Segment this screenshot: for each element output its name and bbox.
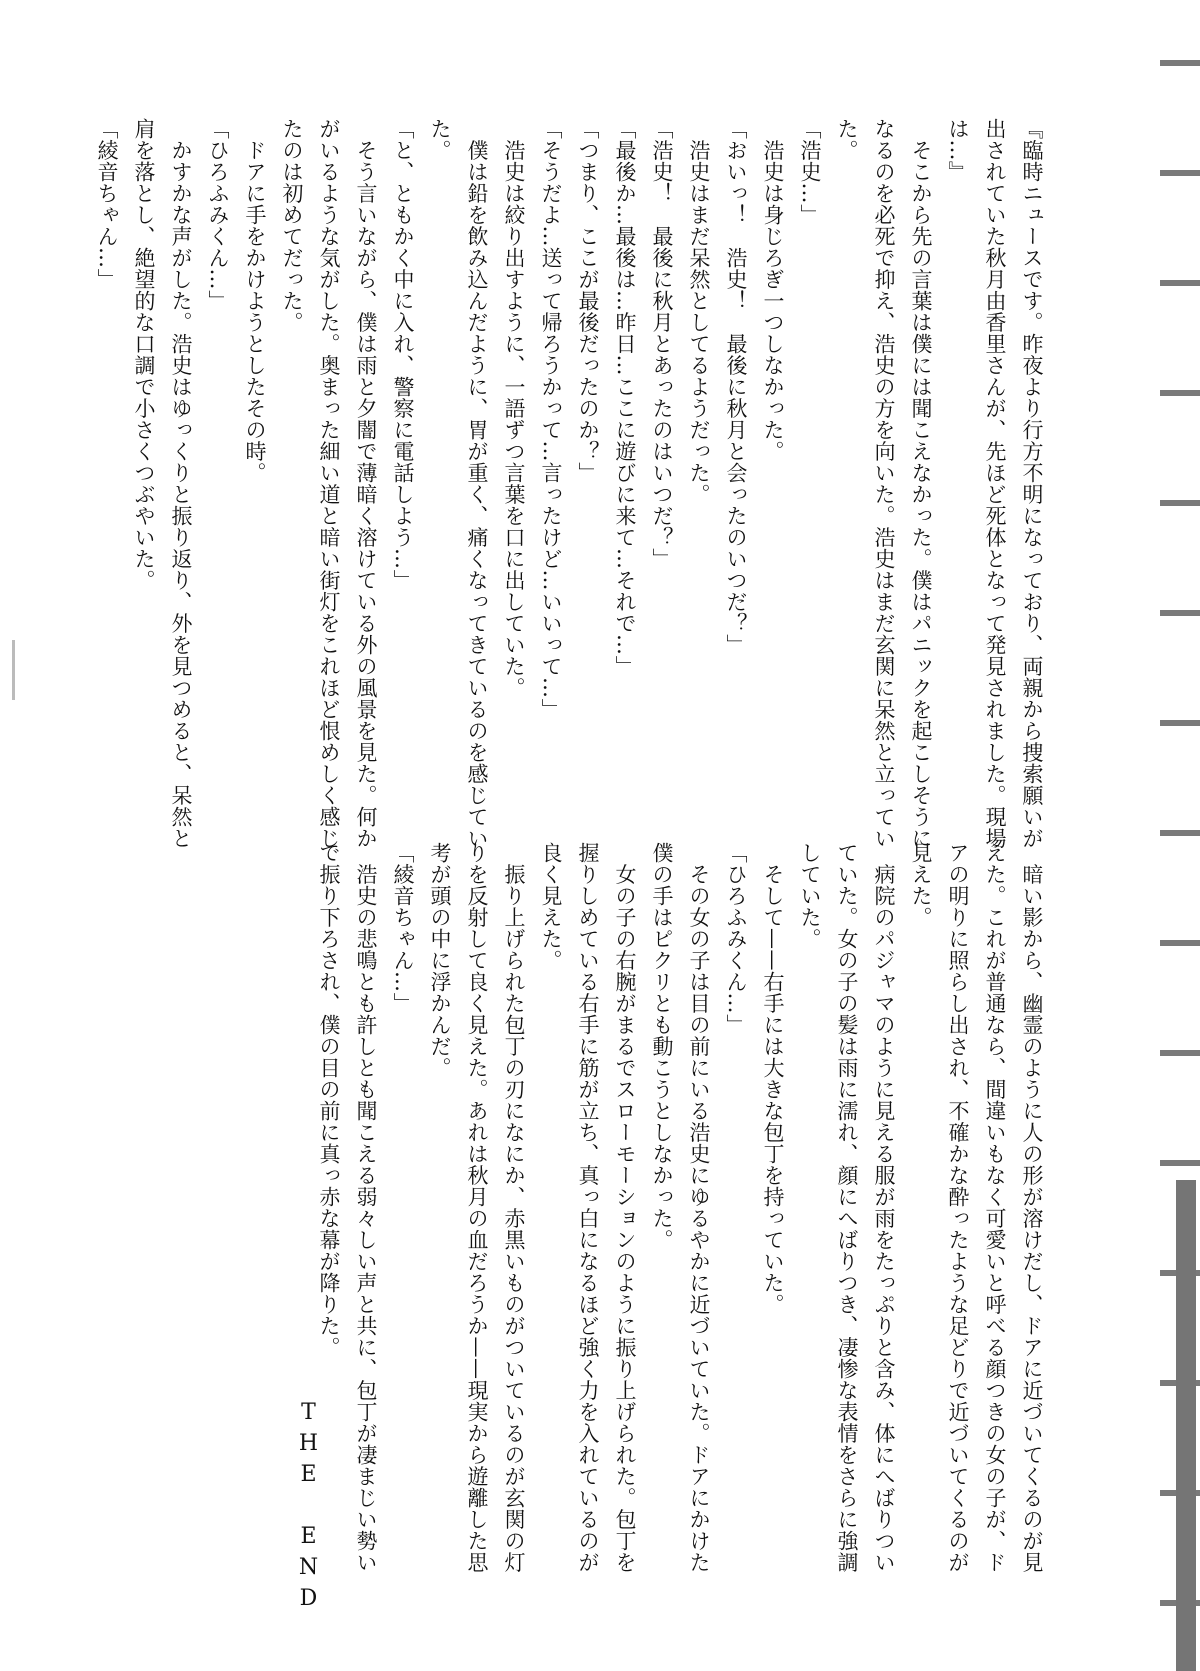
text-line: た。: [428, 118, 452, 161]
text-line: ていた。女の子の髪は雨に濡れ、顔にへばりつき、凄惨な表情をさらに強調: [835, 842, 859, 1573]
text-line: 浩史の悲鳴とも許しとも聞こえる弱々しい声と共に、包丁が凄まじい勢い: [354, 842, 378, 1573]
text-line: なるのを必死で抑え、浩史の方を向いた。浩史はまだ玄関に呆然と立ってい: [872, 118, 896, 849]
text-line: りを反射して良く見えた。あれは秋月の血だろうか——現実から遊離した思: [465, 842, 489, 1573]
text-line: 「そうだよ…送って帰ろうかって…言ったけど…いいって…」: [539, 118, 563, 720]
text-line: 出されていた秋月由香里さんが、先ほど死体となって発見されました。現場: [983, 118, 1007, 849]
text-line: たのは初めてだった。: [280, 118, 304, 333]
text-line: 「と、ともかく中に入れ、警察に電話しよう…」: [391, 118, 415, 591]
text-line: 僕は鉛を飲み込んだように、胃が重く、痛くなってきているのを感じてい: [465, 118, 489, 849]
text-line: 暗い影から、幽霊のように人の形が溶けだし、ドアに近づいてくるのが見: [1020, 842, 1044, 1573]
text-line: 「つまり、ここが最後だったのか？」: [576, 118, 600, 484]
end-mark: THE END: [296, 1400, 321, 1617]
text-line: 振り上げられた包丁の刃になにか、赤黒いものがついているのが玄関の灯: [502, 842, 526, 1573]
text-line: 「浩史！ 最後に秋月とあったのはいつだ？」: [650, 118, 674, 570]
text-line: は…』: [946, 118, 970, 183]
text-block-lower: [317, 842, 1050, 1573]
text-line: アの明りに照らし出され、不確かな酔ったような足どりで近づいてくるのが: [946, 842, 970, 1573]
text-line: 握りしめている右手に筋が立ち、真っ白になるほど強く力を入れているのが: [576, 842, 600, 1573]
text-line: 『臨時ニュースです。昨夜より行方不明になっており、両親から捜索願いが: [1020, 118, 1044, 849]
text-line: 「最後か…最後は…昨日…ここに遊びに来て…それで…」: [613, 118, 637, 677]
text-line: 考が頭の中に浮かんだ。: [428, 842, 452, 1079]
text-line: その女の子は目の前にいる浩史にゆるやかに近づいていた。ドアにかけた: [687, 842, 711, 1573]
text-line: 見えた。: [909, 842, 933, 928]
text-line: していた。: [798, 842, 822, 950]
text-line: ドアに手をかけようとしたその時。: [243, 118, 267, 484]
text-line: そして——右手には大きな包丁を持っていた。: [761, 842, 785, 1315]
text-line: 女の子の右腕がまるでスローモーションのように振り上げられた。包丁を: [613, 842, 637, 1573]
text-line: 病院のパジャマのように見える服が雨をたっぷりと含み、体にへばりつい: [872, 842, 896, 1573]
text-line: た。: [835, 118, 859, 161]
text-line: 「綾音ちゃん…」: [391, 842, 415, 1014]
text-line: 「ひろふみくん…」: [206, 118, 230, 312]
text-line: 「綾音ちゃん…」: [95, 118, 119, 290]
text-block-upper: [95, 118, 1050, 849]
text-line: 浩史は身じろぎ一つしなかった。: [761, 118, 785, 462]
text-line: 浩史はまだ呆然としてるようだった。: [687, 118, 711, 505]
scan-edge-marks: [1160, 0, 1200, 1671]
text-line: 良く見えた。: [539, 842, 563, 971]
scan-artifact: [12, 640, 15, 700]
text-line: 肩を落とし、絶望的な口調で小さくつぶやいた。: [132, 118, 156, 591]
text-line: 「おいっ！ 浩史！ 最後に秋月と会ったのいつだ？」: [724, 118, 748, 656]
text-line: そう言いながら、僕は雨と夕闇で薄暗く溶けている外の風景を見た。何か: [354, 118, 378, 849]
text-line: 「ひろふみくん…」: [724, 842, 748, 1036]
text-line: 「浩史…」: [798, 118, 822, 226]
text-line: そこから先の言葉は僕には聞こえなかった。僕はパニックを起こしそうに: [909, 118, 933, 849]
text-line: えた。これが普通なら、間違いもなく可愛いと呼べる顔つきの女の子が、ド: [983, 842, 1007, 1573]
text-line: 浩史は絞り出すように、一語ずつ言葉を口に出していた。: [502, 118, 526, 699]
text-line: で振り下ろされ、僕の目の前に真っ赤な幕が降りた。: [317, 842, 341, 1358]
text-line: 僕の手はピクリとも動こうとしなかった。: [650, 842, 674, 1251]
text-line: かすかな声がした。浩史はゆっくりと振り返り、外を見つめると、呆然と: [169, 118, 193, 849]
text-line: がいるような気がした。奥まった細い道と暗い街灯をこれほど恨めしく感じ: [317, 118, 341, 849]
